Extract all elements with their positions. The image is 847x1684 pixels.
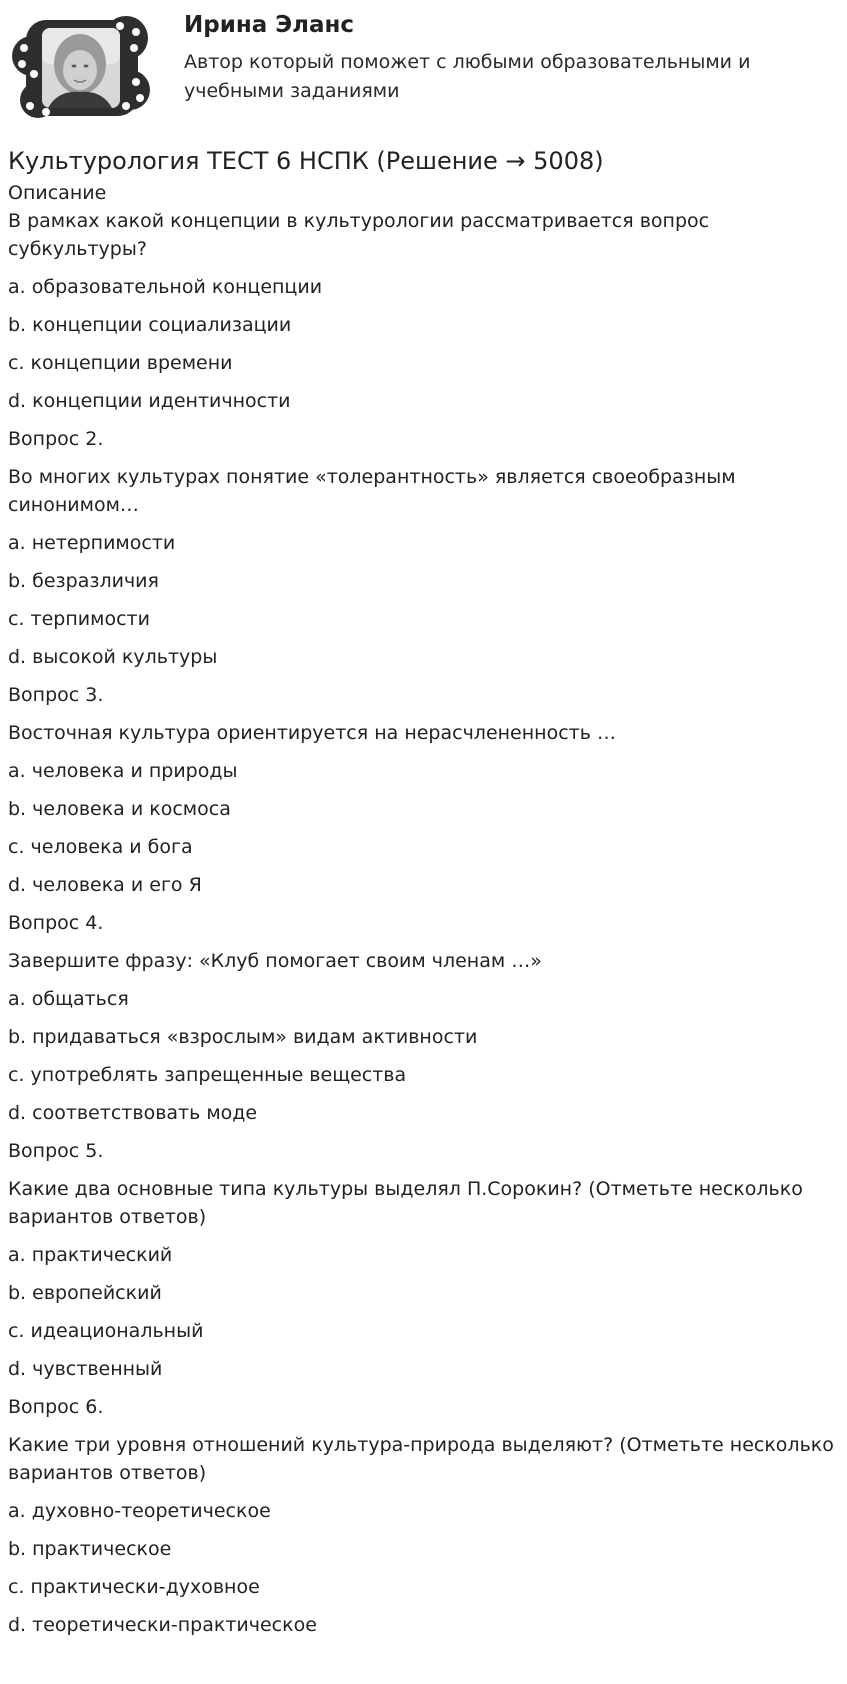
description-label: Описание [8, 182, 107, 204]
answer-option: c. употреблять запрещенные вещества [8, 1064, 407, 1086]
question-text: Восточная культура ориентируется на нерасчлененность … [8, 722, 616, 744]
answer-option: c. человека и бога [8, 836, 193, 858]
answer-option: b. практическое [8, 1538, 172, 1560]
answer-option: d. человека и его Я [8, 874, 202, 896]
question-number: Вопрос 2. [8, 428, 104, 450]
answer-option: c. терпимости [8, 608, 150, 630]
answer-option: b. человека и космоса [8, 798, 231, 820]
answer-option: d. теоретически-практическое [8, 1614, 317, 1636]
author-avatar [8, 8, 152, 124]
answer-option: a. духовно-теоретическое [8, 1500, 271, 1522]
author-description: Автор который поможет с любыми образовательными и учебными заданиями [184, 51, 751, 102]
answer-option: b. безразличия [8, 570, 159, 592]
question-text: Завершите фразу: «Клуб помогает своим членам …» [8, 950, 542, 972]
question-1 [8, 207, 838, 415]
answer-option: a. нетерпимости [8, 532, 176, 554]
answer-option: c. идеациональный [8, 1320, 204, 1342]
author-name: Ирина Эланс [184, 12, 355, 38]
question-number: Вопрос 5. [8, 1140, 104, 1162]
answer-option: c. практически-духовное [8, 1576, 260, 1598]
answer-option: b. придаваться «взрослым» видам активности [8, 1026, 478, 1048]
question-number: Вопрос 3. [8, 684, 104, 706]
question-4 [8, 909, 838, 1127]
question-text: В рамках какой концепции в культурологии рассматривается вопрос субкультуры? [8, 210, 710, 260]
question-number: Вопрос 6. [8, 1396, 104, 1418]
answer-option: b. концепции социализации [8, 314, 292, 336]
answer-option: a. человека и природы [8, 760, 238, 782]
author-header [0, 0, 847, 130]
question-6 [8, 1393, 838, 1639]
answer-option: d. соответствовать моде [8, 1102, 258, 1124]
answer-option: d. чувственный [8, 1358, 163, 1380]
answer-option: c. концепции времени [8, 352, 233, 374]
question-2 [8, 425, 838, 671]
answer-option: a. практический [8, 1244, 173, 1266]
question-text: Во многих культурах понятие «толерантность» является своеобразным синонимом… [8, 466, 736, 516]
page-title: Культурология ТЕСТ 6 НСПК (Решение → 5008) [8, 147, 604, 175]
answer-option: a. общаться [8, 988, 129, 1010]
document-content [8, 145, 838, 1649]
answer-option: d. высокой культуры [8, 646, 218, 668]
question-text: Какие три уровня отношений культура-природа выделяют? (Отметьте несколько вариантов ответов) [8, 1434, 834, 1484]
question-5 [8, 1137, 838, 1383]
answer-option: a. образовательной концепции [8, 276, 323, 298]
question-3 [8, 681, 838, 899]
question-text: Какие два основные типа культуры выделял П.Сорокин? (Отметьте несколько вариантов ответов) [8, 1178, 803, 1228]
answer-option: b. европейский [8, 1282, 162, 1304]
question-number: Вопрос 4. [8, 912, 104, 934]
answer-option: d. концепции идентичности [8, 390, 291, 412]
